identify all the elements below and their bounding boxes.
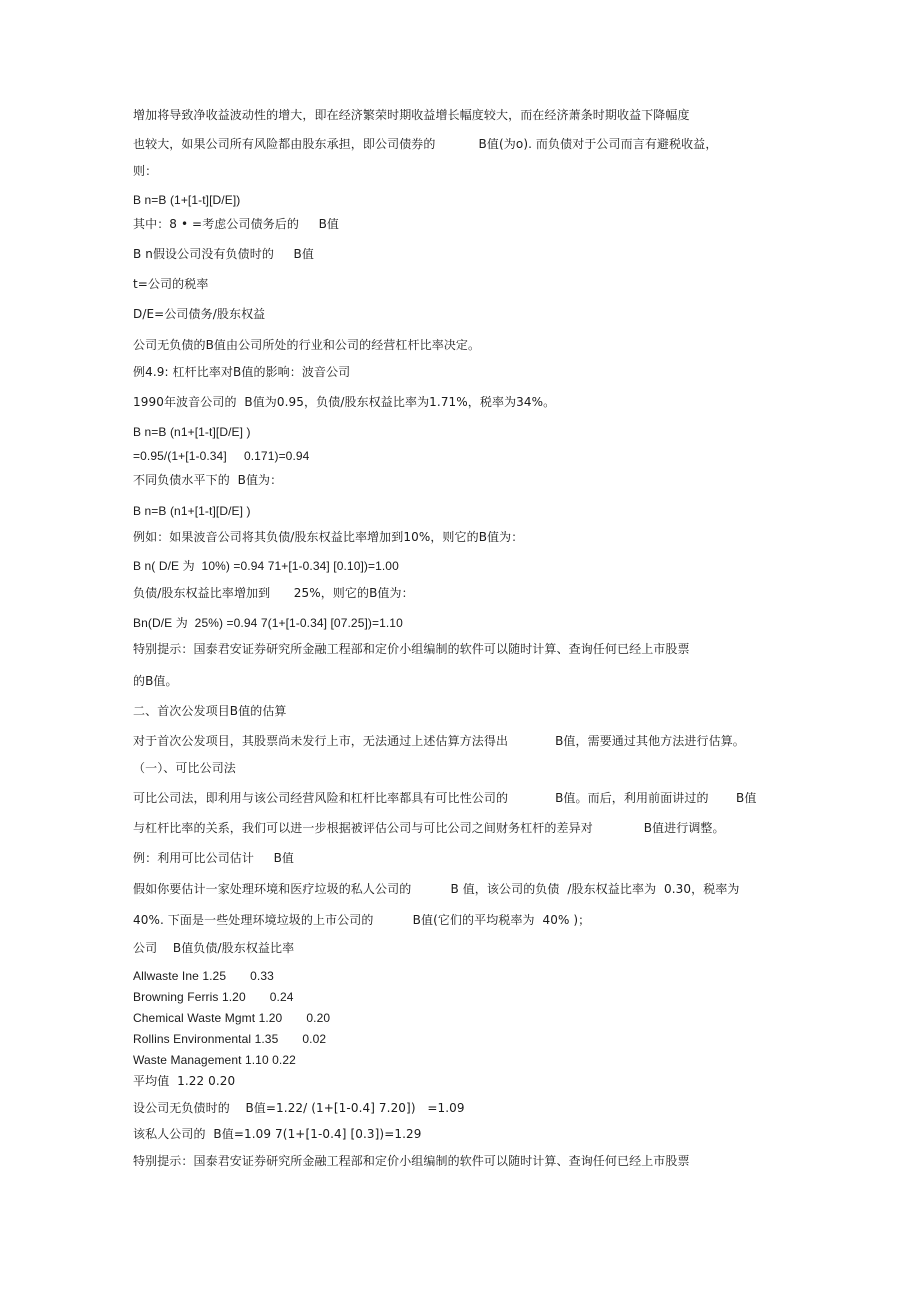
- formula-line: 设公司无负债时的 B值=1.22/ (1+[1-0.4] 7.20]) =1.09: [133, 1101, 465, 1115]
- formula-line: 该私人公司的 B值=1.09 7(1+[1-0.4] [0.3])=1.29: [133, 1127, 422, 1141]
- paragraph-line: 也较大，如果公司所有风险都由股东承担，即公司债券的 B值(为o). 而负债对于公司而言有避税收益，: [133, 137, 718, 151]
- section-heading: 二、首次公发项目B值的估算: [133, 704, 287, 718]
- definition-line: 其中：8 • =考虑公司债务后的 B值: [133, 217, 340, 231]
- table-row: Browning Ferris 1.20 0.24: [133, 990, 294, 1004]
- paragraph-line: 对于首次公发项目，其股票尚未发行上市，无法通过上述估算方法得出 B值，需要通过其他方法进行估算。: [133, 734, 745, 748]
- formula-line: B n=B (n1+[1-t][D/E] ): [133, 504, 251, 518]
- table-row-average: 平均值 1.22 0.20: [133, 1074, 236, 1088]
- paragraph-line: 增加将导致净收益波动性的增大，即在经济繁荣时期收益增长幅度较大，而在经济萧条时期收益下降幅度: [133, 108, 690, 122]
- paragraph-line: 1990年波音公司的 B值为0.95，负债/股东权益比率为1.71%，税率为34%。: [133, 395, 556, 409]
- definition-line: B n假设公司没有负债时的 B值: [133, 247, 314, 261]
- table-row: Rollins Environmental 1.35 0.02: [133, 1032, 327, 1046]
- formula-line: =0.95/(1+[1-0.34] 0.171)=0.94: [133, 449, 310, 463]
- subsection-heading: （一）、可比公司法: [133, 761, 236, 775]
- tip-line: 特别提示：国泰君安证券研究所金融工程部和定价小组编制的软件可以随时计算、查询任何已经上市股票: [133, 642, 690, 656]
- formula-line: B n=B (n1+[1-t][D/E] ): [133, 425, 251, 439]
- example-heading: 例4.9: 杠杆比率对B值的影响：波音公司: [133, 365, 351, 379]
- example-heading: 例：利用可比公司估计 B值: [133, 851, 295, 865]
- table-header: 公司 B值负债/股东权益比率: [133, 941, 295, 955]
- paragraph-line: 可比公司法，即利用与该公司经营风险和杠杆比率都具有可比性公司的 B值。而后，利用前面讲过的 B值: [133, 791, 757, 805]
- formula-line: B n( D/E 为 10%) =0.94 71+[1-0.34] [0.10])=1.00: [133, 559, 399, 573]
- formula-line: B n=B (1+[1-t][D/E]): [133, 193, 241, 207]
- formula-line: Bn(D/E 为 25%) =0.94 7(1+[1-0.34] [07.25])=1.10: [133, 616, 403, 630]
- table-row: Allwaste Ine 1.25 0.33: [133, 969, 274, 983]
- paragraph-line: 例如：如果波音公司将其负债/股东权益比率增加到10%，则它的B值为：: [133, 530, 524, 544]
- paragraph-line: 负债/股东权益比率增加到 25%，则它的B值为：: [133, 586, 414, 600]
- paragraph-line: 公司无负债的B值由公司所处的行业和公司的经营杠杆比率决定。: [133, 338, 481, 352]
- tip-line: 特别提示：国泰君安证券研究所金融工程部和定价小组编制的软件可以随时计算、查询任何已经上市股票: [133, 1154, 690, 1168]
- table-row: Waste Management 1.10 0.22: [133, 1053, 296, 1067]
- paragraph-line: 假如你要估计一家处理环境和医疗垃圾的私人公司的 B 值，该公司的负债 /股东权益比率为 0.30，税率为: [133, 882, 740, 896]
- paragraph-line: 不同负债水平下的 B值为：: [133, 473, 283, 487]
- paragraph-line: 40%. 下面是一些处理环境垃圾的上市公司的 B值(它们的平均税率为 40% )；: [133, 913, 591, 927]
- table-row: Chemical Waste Mgmt 1.20 0.20: [133, 1011, 331, 1025]
- tip-line: 的B值。: [133, 674, 178, 688]
- paragraph-line: 则：: [133, 164, 158, 178]
- definition-line: D/E=公司债务/股东权益: [133, 307, 266, 321]
- paragraph-line: 与杠杆比率的关系，我们可以进一步根据被评估公司与可比公司之间财务杠杆的差异对 B值进行调整。: [133, 821, 725, 835]
- definition-line: t=公司的税率: [133, 277, 209, 291]
